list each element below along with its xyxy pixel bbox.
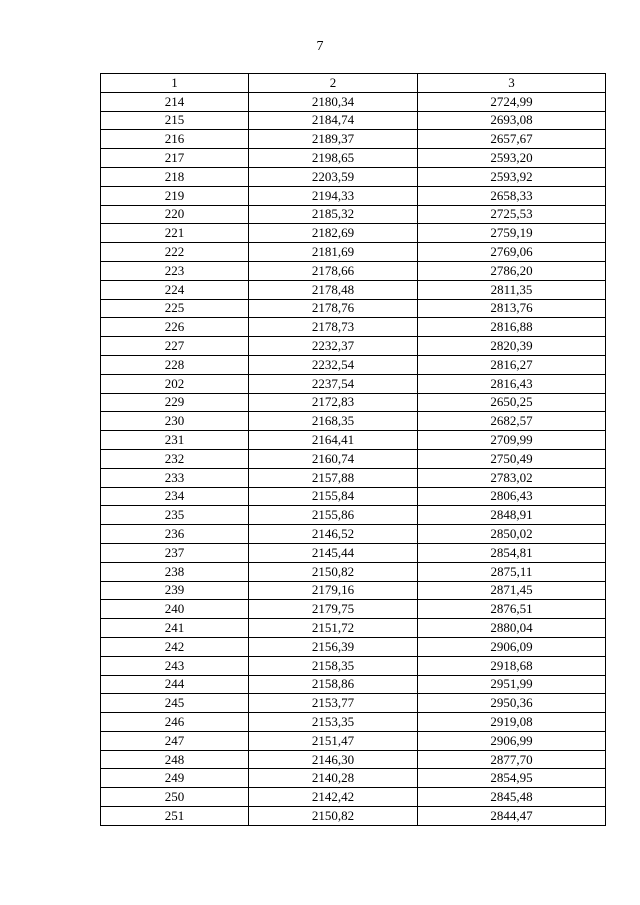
table-cell-col-2: 2145,44: [249, 543, 418, 562]
table-cell-col-2: 2155,86: [249, 506, 418, 525]
page-number: 7: [316, 39, 324, 54]
table-cell-col-1: 220: [101, 205, 249, 224]
table-cell-col-3: 2813,76: [418, 299, 606, 318]
table-cell-col-2: 2179,16: [249, 581, 418, 600]
table-cell-col-3: 2876,51: [418, 600, 606, 619]
table-cell-col-1: 243: [101, 656, 249, 675]
table-cell-col-2: 2146,30: [249, 750, 418, 769]
table-cell-col-3: 2854,95: [418, 769, 606, 788]
table-cell-col-2: 2232,54: [249, 355, 418, 374]
table-row: [101, 619, 606, 638]
table-row: [101, 149, 606, 168]
table-row: [101, 581, 606, 600]
table-cell-col-1: 222: [101, 243, 249, 262]
table-row: [101, 750, 606, 769]
table-row: [101, 393, 606, 412]
table-row: [101, 111, 606, 130]
table-row: [101, 562, 606, 581]
table-row: [101, 807, 606, 826]
table-cell-col-3: 2693,08: [418, 111, 606, 130]
table-cell-col-1: 251: [101, 807, 249, 826]
table-cell-col-3: 2875,11: [418, 562, 606, 581]
table-cell-col-2: 2184,74: [249, 111, 418, 130]
table-row: [101, 788, 606, 807]
table-cell-col-1: 234: [101, 487, 249, 506]
table-cell-col-3: 2725,53: [418, 205, 606, 224]
table-row: [101, 769, 606, 788]
table-cell-col-1: 248: [101, 750, 249, 769]
table-cell-col-3: 2709,99: [418, 431, 606, 450]
table-cell-col-3: 2906,99: [418, 731, 606, 750]
table-cell-col-2: 2150,82: [249, 807, 418, 826]
table-cell-col-2: 2182,69: [249, 224, 418, 243]
table-cell-col-1: 250: [101, 788, 249, 807]
table-cell-col-1: 247: [101, 731, 249, 750]
table-row: [101, 167, 606, 186]
table-cell-col-2: 2172,83: [249, 393, 418, 412]
table-cell-col-1: 235: [101, 506, 249, 525]
table-cell-col-1: 240: [101, 600, 249, 619]
table-cell-col-3: 2786,20: [418, 261, 606, 280]
table-cell-col-3: 2850,02: [418, 525, 606, 544]
column-header-2: 2: [249, 74, 418, 93]
table-cell-col-3: 2877,70: [418, 750, 606, 769]
table-body: [101, 92, 606, 825]
coordinates-table: [100, 73, 606, 826]
table-cell-col-2: 2178,66: [249, 261, 418, 280]
table-cell-col-3: 2759,19: [418, 224, 606, 243]
table-cell-col-3: 2906,09: [418, 637, 606, 656]
table-cell-col-1: 225: [101, 299, 249, 318]
table-header-row: [101, 74, 606, 93]
table-cell-col-2: 2155,84: [249, 487, 418, 506]
table-row: [101, 431, 606, 450]
table-cell-col-2: 2168,35: [249, 412, 418, 431]
table-row: [101, 637, 606, 656]
table-cell-col-2: 2189,37: [249, 130, 418, 149]
table-row: [101, 92, 606, 111]
table-cell-col-1: 239: [101, 581, 249, 600]
table-row: [101, 543, 606, 562]
table-cell-col-3: 2724,99: [418, 92, 606, 111]
table-cell-col-1: 245: [101, 694, 249, 713]
table-cell-col-3: 2750,49: [418, 449, 606, 468]
table-cell-col-1: 215: [101, 111, 249, 130]
table-cell-col-1: 223: [101, 261, 249, 280]
table-row: [101, 468, 606, 487]
table-cell-col-2: 2160,74: [249, 449, 418, 468]
table-cell-col-3: 2950,36: [418, 694, 606, 713]
table-cell-col-1: 228: [101, 355, 249, 374]
table-cell-col-2: 2153,35: [249, 713, 418, 732]
table-row: [101, 374, 606, 393]
table-cell-col-2: 2237,54: [249, 374, 418, 393]
table-cell-col-3: 2816,27: [418, 355, 606, 374]
table-cell-col-1: 219: [101, 186, 249, 205]
table-cell-col-2: 2178,76: [249, 299, 418, 318]
table-cell-col-1: 238: [101, 562, 249, 581]
table-cell-col-3: 2783,02: [418, 468, 606, 487]
table-cell-col-2: 2153,77: [249, 694, 418, 713]
table-cell-col-2: 2142,42: [249, 788, 418, 807]
table-cell-col-3: 2806,43: [418, 487, 606, 506]
table-cell-col-1: 216: [101, 130, 249, 149]
table-row: [101, 675, 606, 694]
table-cell-col-1: 230: [101, 412, 249, 431]
table-row: [101, 224, 606, 243]
table-cell-col-2: 2158,35: [249, 656, 418, 675]
table-cell-col-2: 2151,72: [249, 619, 418, 638]
table-cell-col-1: 231: [101, 431, 249, 450]
table-row: [101, 337, 606, 356]
table-cell-col-1: 244: [101, 675, 249, 694]
table-cell-col-3: 2854,81: [418, 543, 606, 562]
table-cell-col-3: 2845,48: [418, 788, 606, 807]
table-cell-col-3: 2657,67: [418, 130, 606, 149]
table-cell-col-1: 246: [101, 713, 249, 732]
table-row: [101, 731, 606, 750]
table-cell-col-3: 2816,88: [418, 318, 606, 337]
table-cell-col-2: 2198,65: [249, 149, 418, 168]
table-cell-col-1: 202: [101, 374, 249, 393]
table-cell-col-3: 2650,25: [418, 393, 606, 412]
table-cell-col-3: 2918,68: [418, 656, 606, 675]
table-cell-col-2: 2151,47: [249, 731, 418, 750]
table-row: [101, 506, 606, 525]
table-cell-col-2: 2146,52: [249, 525, 418, 544]
table-cell-col-1: 226: [101, 318, 249, 337]
table-row: [101, 355, 606, 374]
table-cell-col-3: 2844,47: [418, 807, 606, 826]
table-cell-col-1: 241: [101, 619, 249, 638]
table-cell-col-3: 2816,43: [418, 374, 606, 393]
table-cell-col-3: 2951,99: [418, 675, 606, 694]
table-cell-col-2: 2164,41: [249, 431, 418, 450]
table-cell-col-1: 229: [101, 393, 249, 412]
column-header-1: 1: [101, 74, 249, 93]
table-cell-col-1: 236: [101, 525, 249, 544]
table-row: [101, 261, 606, 280]
table-cell-col-3: 2593,20: [418, 149, 606, 168]
table-cell-col-1: 214: [101, 92, 249, 111]
table-row: [101, 186, 606, 205]
table-cell-col-1: 232: [101, 449, 249, 468]
table-row: [101, 318, 606, 337]
table-row: [101, 412, 606, 431]
table-cell-col-3: 2769,06: [418, 243, 606, 262]
table-cell-col-3: 2919,08: [418, 713, 606, 732]
table-cell-col-2: 2178,73: [249, 318, 418, 337]
table-cell-col-1: 217: [101, 149, 249, 168]
table-cell-col-2: 2203,59: [249, 167, 418, 186]
table-row: [101, 713, 606, 732]
table-cell-col-2: 2157,88: [249, 468, 418, 487]
table-row: [101, 525, 606, 544]
table-cell-col-1: 218: [101, 167, 249, 186]
table-cell-col-2: 2180,34: [249, 92, 418, 111]
table-cell-col-3: 2593,92: [418, 167, 606, 186]
table-cell-col-1: 221: [101, 224, 249, 243]
table-cell-col-2: 2150,82: [249, 562, 418, 581]
table-cell-col-2: 2140,28: [249, 769, 418, 788]
table-row: [101, 205, 606, 224]
table-cell-col-1: 233: [101, 468, 249, 487]
table-row: [101, 600, 606, 619]
table-cell-col-2: 2179,75: [249, 600, 418, 619]
table-cell-col-2: 2158,86: [249, 675, 418, 694]
table-cell-col-3: 2820,39: [418, 337, 606, 356]
table-row: [101, 243, 606, 262]
table-cell-col-3: 2871,45: [418, 581, 606, 600]
table-cell-col-2: 2156,39: [249, 637, 418, 656]
table-cell-col-3: 2811,35: [418, 280, 606, 299]
column-header-3: 3: [418, 74, 606, 93]
table-cell-col-2: 2178,48: [249, 280, 418, 299]
table-cell-col-1: 227: [101, 337, 249, 356]
table-row: [101, 449, 606, 468]
table-cell-col-1: 224: [101, 280, 249, 299]
table-cell-col-2: 2194,33: [249, 186, 418, 205]
table-cell-col-3: 2658,33: [418, 186, 606, 205]
table-row: [101, 487, 606, 506]
table-cell-col-3: 2848,91: [418, 506, 606, 525]
table-cell-col-2: 2181,69: [249, 243, 418, 262]
table-cell-col-2: 2185,32: [249, 205, 418, 224]
table-row: [101, 694, 606, 713]
table-cell-col-1: 249: [101, 769, 249, 788]
table-cell-col-1: 237: [101, 543, 249, 562]
table-row: [101, 280, 606, 299]
table-cell-col-1: 242: [101, 637, 249, 656]
table-row: [101, 299, 606, 318]
table-row: [101, 130, 606, 149]
table-cell-col-3: 2880,04: [418, 619, 606, 638]
table-cell-col-2: 2232,37: [249, 337, 418, 356]
table-row: [101, 656, 606, 675]
table-cell-col-3: 2682,57: [418, 412, 606, 431]
